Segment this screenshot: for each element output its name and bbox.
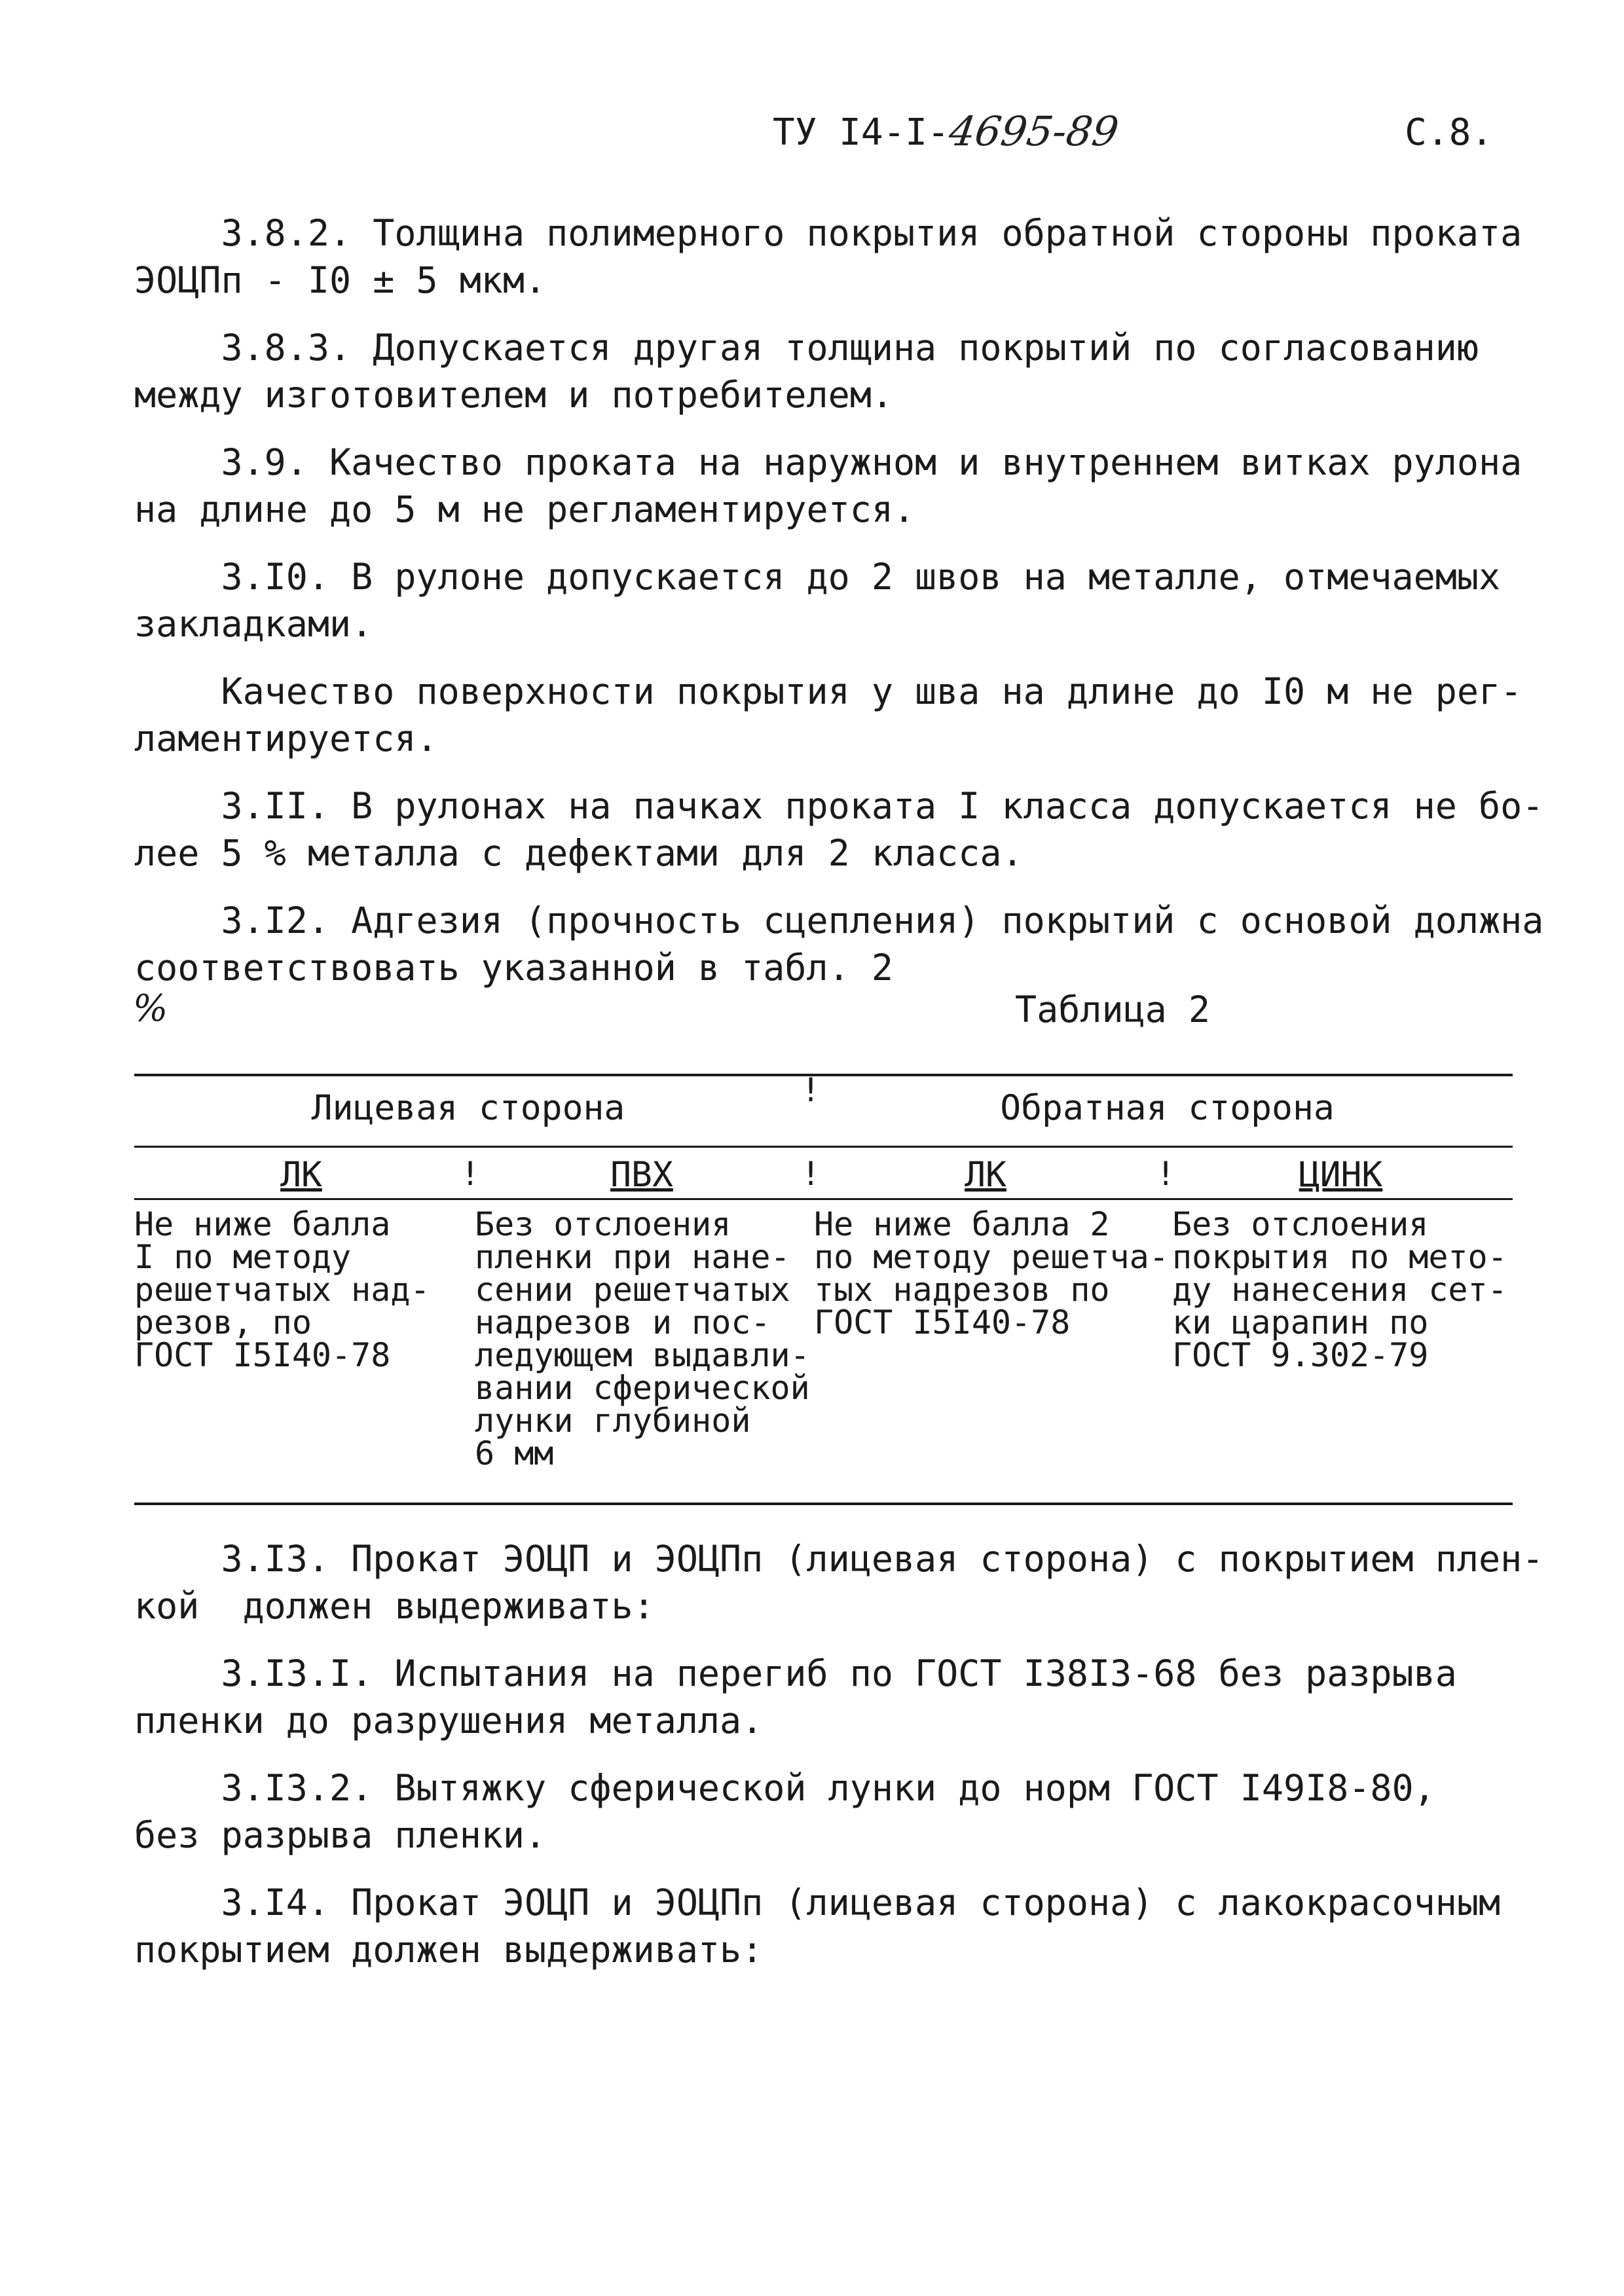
- table-separator-top: !: [801, 1071, 821, 1109]
- paragraph-3-10-quality: Качество поверхности покрытия у шва на длине до I0 м не рег- ламентируется.: [134, 670, 1522, 759]
- marginal-percent-mark: %: [133, 987, 168, 1030]
- col-separator-3: !: [1156, 1155, 1176, 1193]
- group-header-back: Обратная сторона: [1000, 1088, 1335, 1128]
- col-separator-2: !: [801, 1155, 821, 1193]
- table-cell-lk-back: Не ниже балла 2 по методу решетча- тых надрезов по ГОСТ I5I40-78: [814, 1205, 1169, 1341]
- paragraph-3-11: 3.II. В рулонах на пачках проката I класса допускается не бо- лее 5 % металла с дефектами для 2 класса.: [134, 785, 1544, 874]
- table-label: Таблица 2: [1015, 989, 1211, 1030]
- doc-code: ТУ I4-I-: [773, 111, 950, 154]
- paragraph-3-10: 3.I0. В рулоне допускается до 2 швов на металле, отмечаемых закладками.: [134, 556, 1501, 645]
- page-header: [773, 107, 1493, 164]
- col-header-lk-front: ЛК: [280, 1155, 322, 1195]
- table-cell-lk-front: Не ниже балла I по методу решетчатых над- резов, по ГОСТ I5I40-78: [134, 1205, 430, 1374]
- group-header-front: Лицевая сторона: [311, 1088, 625, 1128]
- col-header-zinc: ЦИНК: [1299, 1155, 1383, 1195]
- paragraph-3-13: 3.I3. Прокат ЭОЦП и ЭОЦПп (лицевая сторона) с покрытием плен- кой должен выдерживать:: [134, 1538, 1544, 1627]
- table-bottom-rule: [134, 1503, 1513, 1505]
- table-group-rule: [134, 1146, 1513, 1148]
- paragraph-3-8-2: 3.8.2. Толщина полимерного покрытия обратной стороны проката ЭОЦПп - I0 ± 5 мкм.: [134, 212, 1522, 301]
- col-separator-1: !: [460, 1155, 481, 1193]
- col-header-pvc: ПВХ: [610, 1155, 673, 1195]
- table-cell-pvc: Без отслоения пленки при нане- сении решетчатых надрезов и пос- ледующем выдавли- вании сферической лунки глубиной 6 мм: [475, 1205, 810, 1472]
- paragraph-3-8-3: 3.8.3. Допускается другая толщина покрытий по согласованию между изготовителем и потребителем.: [134, 327, 1479, 416]
- adhesion-table: [134, 1071, 1513, 1509]
- paragraph-3-9: 3.9. Качество проката на наружном и внутреннем витках рулона на длине до 5 м не регламентируется.: [134, 441, 1522, 530]
- page-number: С.8.: [1405, 111, 1493, 154]
- paragraph-3-13-1: 3.I3.I. Испытания на перегиб по ГОСТ I38I3-68 без разрыва пленки до разрушения металла.: [134, 1652, 1457, 1741]
- col-header-lk-back: ЛК: [965, 1155, 1006, 1195]
- paragraph-3-13-2: 3.I3.2. Вытяжку сферической лунки до норм ГОСТ I49I8-80, без разрыва пленки.: [134, 1767, 1435, 1856]
- table-cell-zinc: Без отслоения покрытия по мето- ду нанесения сет- ки царапин по ГОСТ 9.302-79: [1172, 1205, 1507, 1374]
- table-header-rule: [134, 1198, 1513, 1200]
- paragraph-3-12: 3.I2. Адгезия (прочность сцепления) покрытий с основой должна соответствовать указанной в табл. 2: [134, 900, 1544, 989]
- doc-number-handwritten: 4695-89: [946, 107, 1122, 155]
- paragraph-3-14: 3.I4. Прокат ЭОЦП и ЭОЦПп (лицевая сторона) с лакокрасочным покрытием должен выдерживать:: [134, 1882, 1501, 1971]
- table-top-rule: [134, 1074, 1513, 1076]
